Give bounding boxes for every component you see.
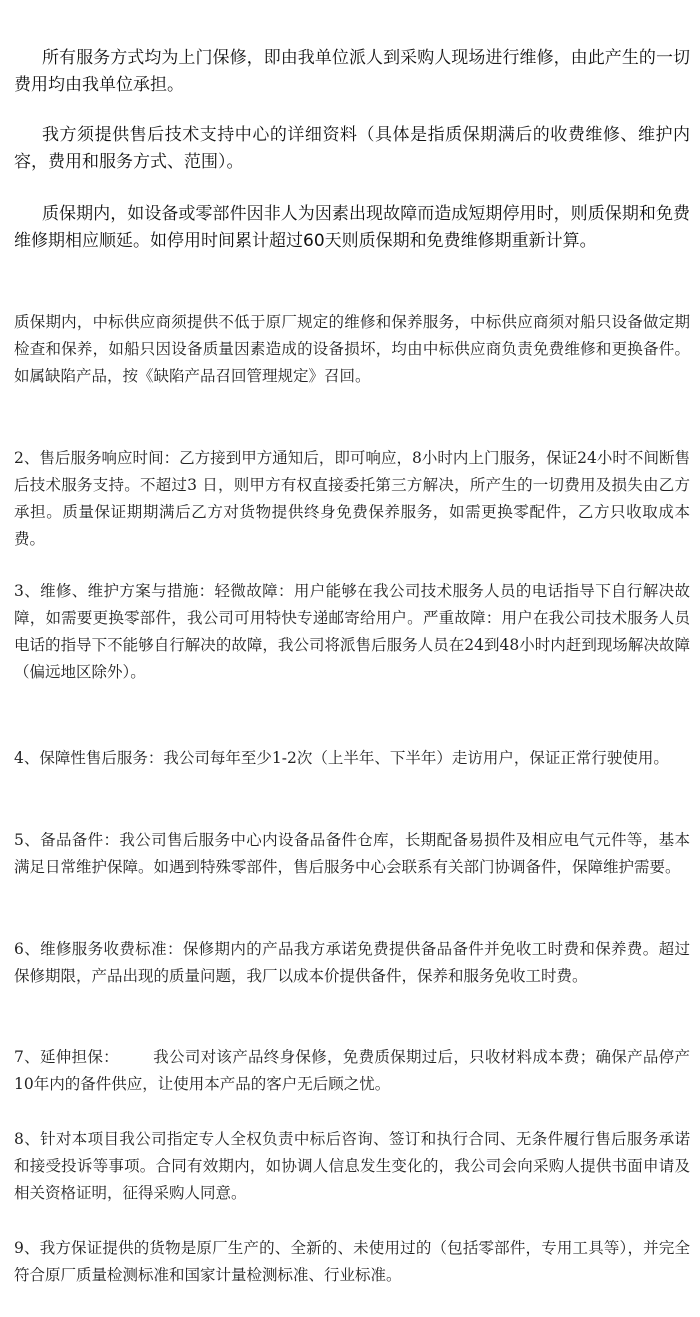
paragraph-guarantee-service: 4、保障性售后服务：我公司每年至少1-2次（上半年、下半年）走访用户，保证正常行驶使用。 <box>14 749 669 767</box>
paragraph-warranty-maintenance: 质保期内，中标供应商须提供不低于原厂规定的维修和保养服务，中标供应商须对船只设备做定期检查和保养，如船只因设备质量因素造成的设备损坏，均由中标供应商负责免费维修和更换备件。如属缺陷产品，按《缺陷产品召回管理规定》召回。 <box>14 313 690 385</box>
paragraph-service-method: 所有服务方式均为上门保修，即由我单位派人到采购人现场进行维修，由此产生的一切费用均由我单位承担。 <box>14 48 690 95</box>
paragraph-fee-standard: 6、维修服务收费标准：保修期内的产品我方承诺免费提供备品备件并免收工时费和保养费。超过保修期限，产品出现的质量问题，我厂以成本价提供备件，保养和服务免收工时费。 <box>14 940 690 985</box>
paragraph-response-time: 2、售后服务响应时间：乙方接到甲方通知后，即可响应，8小时内上门服务，保证24小时不间断售后技术服务支持。不超过3 日，则甲方有权直接委托第三方解决，所产生的一切费用及损失由乙方承担。质量保证期期满后乙方对货物提供终身免费保养服务，如需更换零配件，乙方只收取成本费。 <box>14 449 690 548</box>
paragraph-product-guarantee: 9、我方保证提供的货物是原厂生产的、全新的、未使用过的（包括零部件，专用工具等），并完全符合原厂质量检测标准和国家计量检测标准、行业标准。 <box>14 1239 690 1284</box>
paragraph-dedicated-contact: 8、针对本项目我公司指定专人全权负责中标后咨询、签订和执行合同、无条件履行售后服务承诺和接受投诉等事项。合同有效期内，如协调人信息发生变化的，我公司会向采购人提供书面申请及相关资格证明，征得采购人同意。 <box>14 1130 690 1202</box>
paragraph-extended-warranty <box>14 1044 690 1098</box>
paragraph-warranty-extension: 质保期内，如设备或零部件因非人为因素出现故障而造成短期停用时，则质保期和免费维修期相应顺延。如停用时间累计超过60天则质保期和免费维修期重新计算。 <box>14 204 690 251</box>
paragraph-repair-plan: 3、维修、维护方案与措施：轻微故障：用户能够在我公司技术服务人员的电话指导下自行解决故障，如需要更换零部件，我公司可用特快专递邮寄给用户。严重故障：用户在我公司技术服务人员电话的指导下不能够自行解决的故障，我公司将派售后服务人员在24到48小时内赶到现场解决故障（偏远地区除外）。 <box>14 582 690 681</box>
paragraph-spare-parts: 5、备品备件：我公司售后服务中心内设备品备件仓库，长期配备易损件及相应电气元件等，基本满足日常维护保障。如遇到特殊零部件，售后服务中心会联系有关部门协调备件，保障维护需要。 <box>14 831 690 876</box>
extended-warranty-label: 7、延伸担保： <box>14 1048 119 1066</box>
extended-warranty-text: 我公司对该产品终身保修，免费质保期过后，只收材料成本费；确保产品停产10年内的备件供应，让使用本产品的客户无后顾之忧。 <box>14 1048 690 1093</box>
paragraph-support-center: 我方须提供售后技术支持中心的详细资料（具体是指质保期满后的收费维修、维护内容，费用和服务方式、范围）。 <box>14 125 690 172</box>
